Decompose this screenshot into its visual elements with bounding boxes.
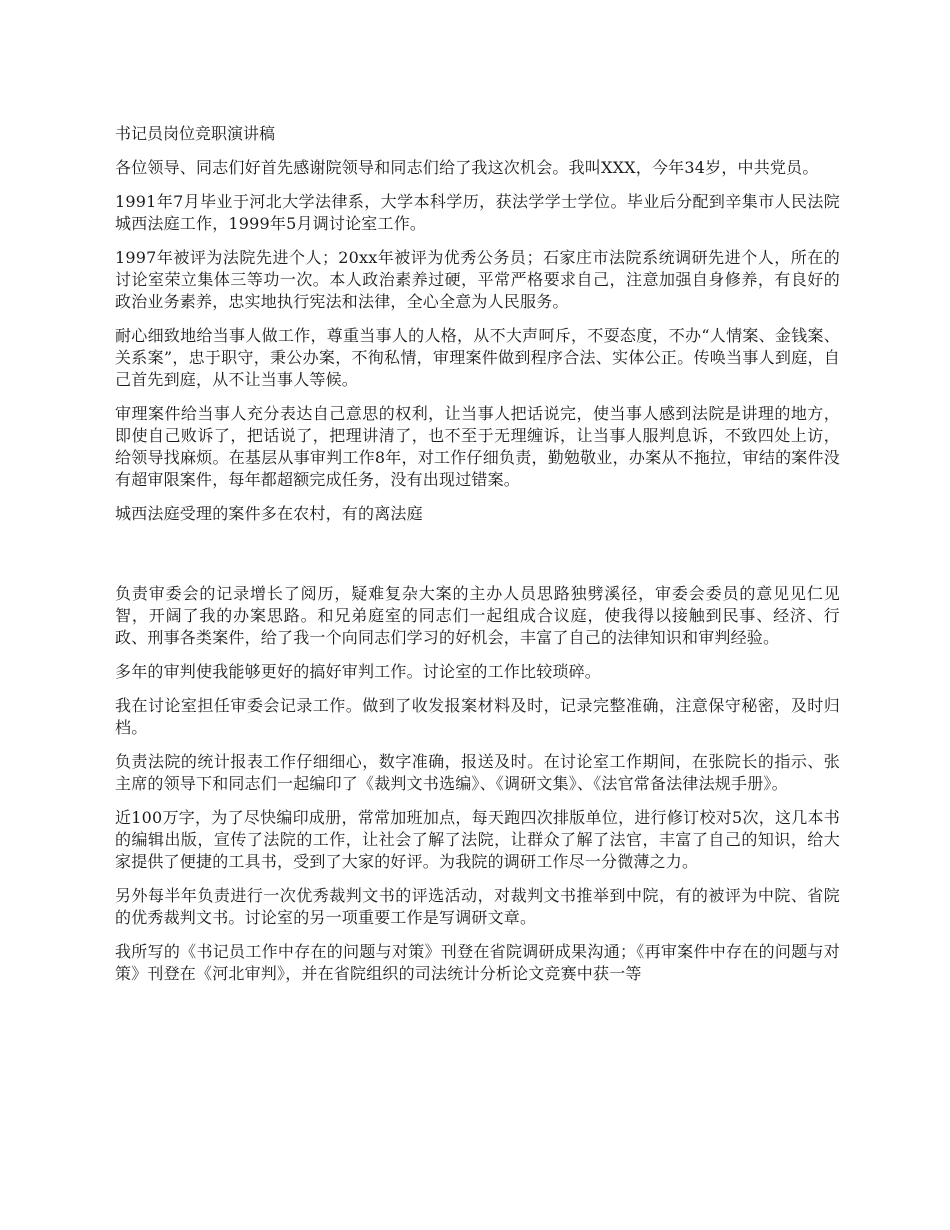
paragraph-3: 1997年被评为法院先进个人；20xx年被评为优秀公务员；石家庄市法院系统调研先进个人，所在的讨论室荣立集体三等功一次。本人政治素养过硬，平常严格要求自己，注意加强自身修养，有良好的政治业务素养，忠实地执行宪法和法律，全心全意为人民服务。 [115, 248, 840, 311]
paragraph-5: 审理案件给当事人充分表达自己意思的权利，让当事人把话说完，使当事人感到法院是讲理的地方，即使自己败诉了，把话说了，把理讲清了，也不至于无理缠诉，让当事人服判息诉，不致四处上访，给领导找麻烦。在基层从事审判工作8年，对工作仔细负责，勤勉敬业，办案从不拖拉，审结的案件没有超审限案件，每年都超额完成任务，没有出现过错案。 [115, 404, 840, 489]
paragraph-7: 负责审委会的记录增长了阅历，疑难复杂大案的主办人员思路独劈溪径，审委会委员的意见见仁见智，开阔了我的办案思路。和兄弟庭室的同志们一起组成合议庭，使我得以接触到民事、经济、行政、刑事各类案件，给了我一个向同志们学习的好机会，丰富了自己的法律知识和审判经验。 [115, 584, 840, 647]
paragraph-13: 我所写的《书记员工作中存在的问题与对策》刊登在省院调研成果沟通；《再审案件中存在的问题与对策》刊登在《河北审判》，并在省院组织的司法统计分析论文竞赛中获一等 [115, 942, 840, 983]
paragraph-2: 1991年7月毕业于河北大学法律系，大学本科学历，获法学学士学位。毕业后分配到辛集市人民法院城西法庭工作，1999年5月调讨论室工作。 [115, 192, 840, 233]
document-page [115, 123, 840, 997]
paragraph-12: 另外每半年负责进行一次优秀裁判文书的评选活动，对裁判文书推举到中院，有的被评为中院、省院的优秀裁判文书。讨论室的另一项重要工作是写调研文章。 [115, 886, 840, 927]
paragraph-4: 耐心细致地给当事人做工作，尊重当事人的人格，从不大声呵斥，不耍态度，不办“人情案、金钱案、关系案”，忠于职守，秉公办案，不徇私情，审理案件做到程序合法、实体公正。传唤当事人到庭，自己首先到庭，从不让当事人等候。 [115, 326, 840, 389]
paragraph-6: 城西法庭受理的案件多在农村，有的离法庭 [115, 504, 423, 523]
paragraph-10: 负责法院的统计报表工作仔细细心，数字准确，报送及时。在讨论室工作期间，在张院长的指示、张主席的领导下和同志们一起编印了《裁判文书选编》、《调研文集》、《法官常备法律法规手册》。 [115, 752, 840, 793]
paragraph-9: 我在讨论室担任审委会记录工作。做到了收发报案材料及时，记录完整准确，注意保守秘密，及时归档。 [115, 696, 840, 737]
paragraph-1: 各位领导、同志们好首先感谢院领导和同志们给了我这次机会。我叫XXX，今年34岁，中共党员。 [115, 158, 819, 177]
paragraph-8: 多年的审判使我能够更好的搞好审判工作。讨论室的工作比较琐碎。 [115, 662, 602, 681]
section-gap [115, 537, 840, 583]
paragraph-11: 近100万字，为了尽快编印成册，常常加班加点，每天跑四次排版单位，进行修订校对5次，这几本书的编辑出版，宣传了法院的工作，让社会了解了法院，让群众了解了法官，丰富了自己的知识，给大家提供了便捷的工具书，受到了大家的好评。为我院的调研工作尽一分微薄之力。 [115, 808, 840, 871]
document-title: 书记员岗位竞职演讲稿 [115, 124, 276, 143]
